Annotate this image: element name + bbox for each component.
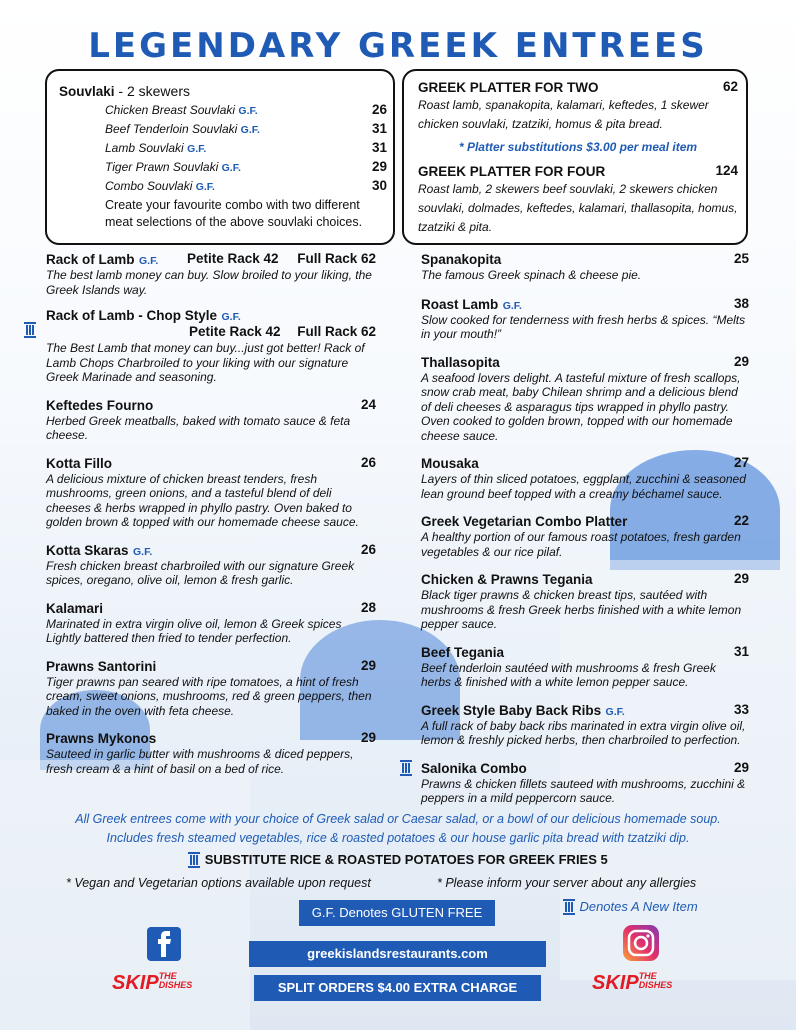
left-column (46, 251, 376, 786)
new-item-pillar-icon (563, 899, 575, 915)
menu-item-kalamari: Kalamari 28 Marinated in extra virgin olive oil, lemon & Greek spices Lightly battered then fried to tender perfection. (46, 599, 376, 645)
platter-for-two-desc: Roast lamb, spanakopita, kalamari, keftedes, 1 skewer chicken souvlaki, tzatziki, homus & pita bread. (418, 98, 709, 131)
new-item-pillar-icon (24, 321, 36, 339)
platter-substitution-note: * Platter substitutions $3.00 per meal item (458, 140, 698, 154)
menu-item-salonika-combo: Salonika Combo 29 Prawns & chicken fillets sauteed with mushrooms, zucchini & peppers in a mild peppercorn sauce. (421, 760, 749, 806)
menu-item-baby-back-ribs: Greek Style Baby Back Ribs G.F. 33 A full rack of baby back ribs marinated in extra virgin olive oil, lemon & freshly picked herbs, then charbroiled to perfection. (421, 701, 749, 747)
menu-item-roast-lamb: Roast Lamb G.F. 38 Slow cooked for tenderness with fresh herbs & spices. “Melts in your mouth!” (421, 295, 749, 341)
platter-for-four-header: GREEK PLATTER FOR FOUR 124 (418, 162, 738, 179)
menu-item-mousaka: Mousaka 27 Layers of thin sliced potatoes, eggplant, zucchini & seasoned lean ground beef topped with a creamy béchamel sauce. (421, 455, 749, 501)
skip-the-dishes-logo-left[interactable]: SKIPTHE DISHES (112, 971, 193, 994)
list-item: Lamb Souvlaki G.F. 31 (105, 140, 387, 155)
menu-item-chicken-prawns-tegania: Chicken & Prawns Tegania 29 Black tiger prawns & chicken breast tips, sautéed with mushrooms & fresh Greek herbs finished with a white lemon pepper sauce. (421, 571, 749, 631)
list-item: Combo Souvlaki G.F. 30 (105, 178, 387, 193)
platters-box (402, 69, 748, 245)
substitute-line: SUBSTITUTE RICE & ROASTED POTATOES FOR GREEK FRIES 5 (0, 851, 796, 869)
vegan-note: * Vegan and Vegetarian options available upon request (66, 876, 371, 890)
menu-item-prawns-mykonos: Prawns Mykonos 29 Sauteed in garlic butter with mushrooms & diced peppers, fresh cream & a hint of basil on a bed of rice. (46, 730, 376, 776)
skip-the-dishes-logo-right[interactable]: SKIPTHE DISHES (592, 971, 673, 994)
menu-item-keftedes: Keftedes Fourno 24 Herbed Greek meatballs, baked with tomato sauce & feta cheese. (46, 396, 376, 442)
menu-item-thallasopita: Thallasopita 29 A seafood lovers delight. A tasteful mixture of fresh scallops, snow crab meat, baby Chilean shrimp and a delicious blend of deli cheeses & asparagus tips wrapped in phyllo pastry. Oven cooked to golden brown, topped with our homemade cheese sauce. (421, 353, 749, 443)
list-item: Beef Tenderloin Souvlaki G.F. 31 (105, 121, 387, 136)
menu-item-rack-of-lamb-chop: Rack of Lamb - Chop Style G.F. Petite Rack 42 Full Rack 62 The Best Lamb that money can buy...just got better! Rack of Lamb Chops Charbroiled to your liking with our signature Greek Marinade and seasoning. (46, 307, 376, 385)
right-column (421, 251, 749, 816)
new-item-pillar-icon (400, 760, 412, 778)
menu-item-spanakopita: Spanakopita 25 The famous Greek spinach & cheese pie. (421, 251, 749, 282)
combo-note: Create your favourite combo with two different meat selections of the above souvlaki choices. (105, 198, 363, 229)
split-orders-note: SPLIT ORDERS $4.00 EXTRA CHARGE (254, 975, 541, 1001)
facebook-icon[interactable] (147, 927, 181, 961)
footer-line-2: Includes fresh steamed vegetables, rice & roasted potatoes & our house garlic pita bread with tzatziki dip. (106, 831, 690, 845)
instagram-icon[interactable] (623, 925, 659, 961)
footer-line-1: All Greek entrees come with your choice of Greek salad or Caesar salad, or a bowl of our delicious homemade soup. (75, 812, 721, 826)
souvlaki-heading: Souvlaki - 2 skewers (59, 83, 190, 99)
menu-item-kotta-fillo: Kotta Fillo 26 A delicious mixture of chicken breast tenders, fresh mushrooms, green onions, and a tasteful blend of deli cheeses & herbs wrapped in phyllo pastry. Oven baked to golden brown & topped with our homemade cheese sauce. (46, 454, 376, 529)
menu-item-kotta-skaras: Kotta Skaras G.F. 26 Fresh chicken breast charbroiled with our signature Greek spices, oregano, olive oil, lemon & fresh garlic. (46, 541, 376, 587)
souvlaki-box (45, 69, 395, 245)
list-item: Tiger Prawn Souvlaki G.F. 29 (105, 159, 387, 174)
gluten-free-legend: G.F. Denotes GLUTEN FREE (299, 900, 495, 926)
menu-item-veg-combo: Greek Vegetarian Combo Platter 22 A healthy portion of our famous roast potatoes, fresh garden vegetables & our rice pilaf. (421, 513, 749, 559)
platter-for-two-header: GREEK PLATTER FOR TWO 62 (418, 79, 738, 95)
menu-item-rack-of-lamb: Rack of Lamb G.F. Petite Rack 42 Full Rack 62 The best lamb money can buy. Slow broiled to your liking, the Greek Islands way. (46, 251, 376, 297)
page-title: LEGENDARY GREEK ENTREES (88, 26, 708, 66)
new-item-pillar-icon (188, 851, 204, 868)
list-item: Chicken Breast Souvlaki G.F. 26 (105, 102, 387, 117)
allergy-note: * Please inform your server about any allergies (437, 876, 697, 890)
new-item-legend: Denotes A New Item (563, 898, 698, 916)
menu-item-prawns-santorini: Prawns Santorini 29 Tiger prawns pan seared with ripe tomatoes, a hint of fresh cream, sweet onions, mushrooms, red & green peppers, then baked in the oven with feta cheese. (46, 657, 376, 718)
platter-for-four-desc: Roast lamb, 2 skewers beef souvlaki, 2 skewers chicken souvlaki, dolmades, keftedes, kalamari, thallasopita, homus, tzatziki & pita. (418, 181, 738, 234)
menu-item-beef-tegania: Beef Tegania 31 Beef tenderloin sautéed with mushrooms & fresh Greek herbs & finished with a white lemon pepper sauce. (421, 643, 749, 689)
website-link[interactable]: greekislandsrestaurants.com (249, 941, 546, 967)
